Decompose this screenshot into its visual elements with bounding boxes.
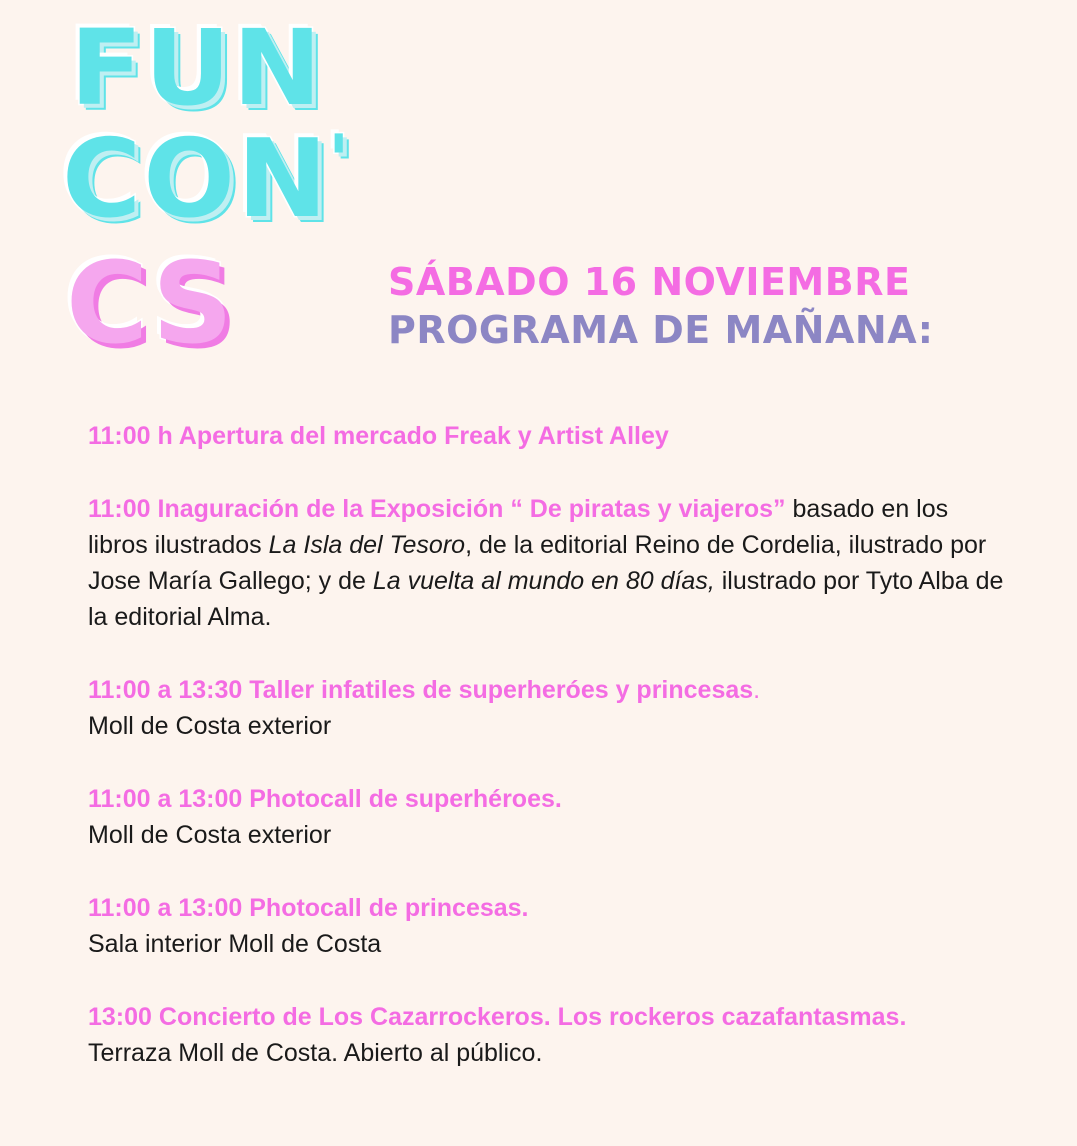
entry-title: 11:00 h Apertura del mercado Freak y Artist Alley xyxy=(88,422,669,450)
entry-description: basado en los libros ilustrados xyxy=(88,495,949,559)
logo-fun-text: FUN xyxy=(70,7,324,129)
program-entry-photocall-heroes xyxy=(88,781,1008,853)
program-list xyxy=(88,418,1008,1108)
program-entry-concert xyxy=(88,999,1008,1071)
program-entry-exhibition xyxy=(88,491,1008,635)
program-entry-photocall-princesses xyxy=(88,890,1008,962)
logo-con-text: CON xyxy=(62,117,330,242)
entry-location: Terraza Moll de Costa. Abierto al público. xyxy=(88,1039,543,1067)
program-title: PROGRAMA DE MAÑANA: xyxy=(388,308,934,352)
entry-title: 11:00 a 13:30 Taller infatiles de superheróes y princesas xyxy=(88,676,754,704)
event-date: SÁBADO 16 NOVIEMBRE xyxy=(388,260,911,304)
entry-description: , de la editorial Reino de Cordelia, ilustrado por Jose María Gallego; y de xyxy=(88,531,987,595)
program-entry-workshop xyxy=(88,672,1008,744)
entry-location: Moll de Costa exterior xyxy=(88,821,332,849)
book-title: La vuelta al mundo en 80 días, xyxy=(372,567,715,595)
entry-title: 13:00 Concierto de Los Cazarrockeros. Los rockeros cazafantasmas. xyxy=(88,1003,907,1031)
entry-title: 11:00 Inaguración de la Exposición “ De piratas y viajeros” xyxy=(88,495,786,523)
entry-location: Sala interior Moll de Costa xyxy=(88,930,382,958)
funcon-cs-logo xyxy=(62,7,362,369)
page-heading xyxy=(388,258,934,354)
book-title: La Isla del Tesoro xyxy=(268,531,466,559)
logo-cs-text: CS xyxy=(66,239,235,369)
entry-title-dot: . xyxy=(753,676,761,704)
logo-apostrophe: ' xyxy=(328,120,352,202)
program-entry-market xyxy=(88,418,1008,454)
entry-description: ilustrado por Tyto Alba de la editorial Alma. xyxy=(88,567,1004,631)
entry-title: 11:00 a 13:00 Photocall de princesas. xyxy=(88,894,529,922)
entry-location: Moll de Costa exterior xyxy=(88,712,332,740)
entry-title: 11:00 a 13:00 Photocall de superhéroes. xyxy=(88,785,562,813)
